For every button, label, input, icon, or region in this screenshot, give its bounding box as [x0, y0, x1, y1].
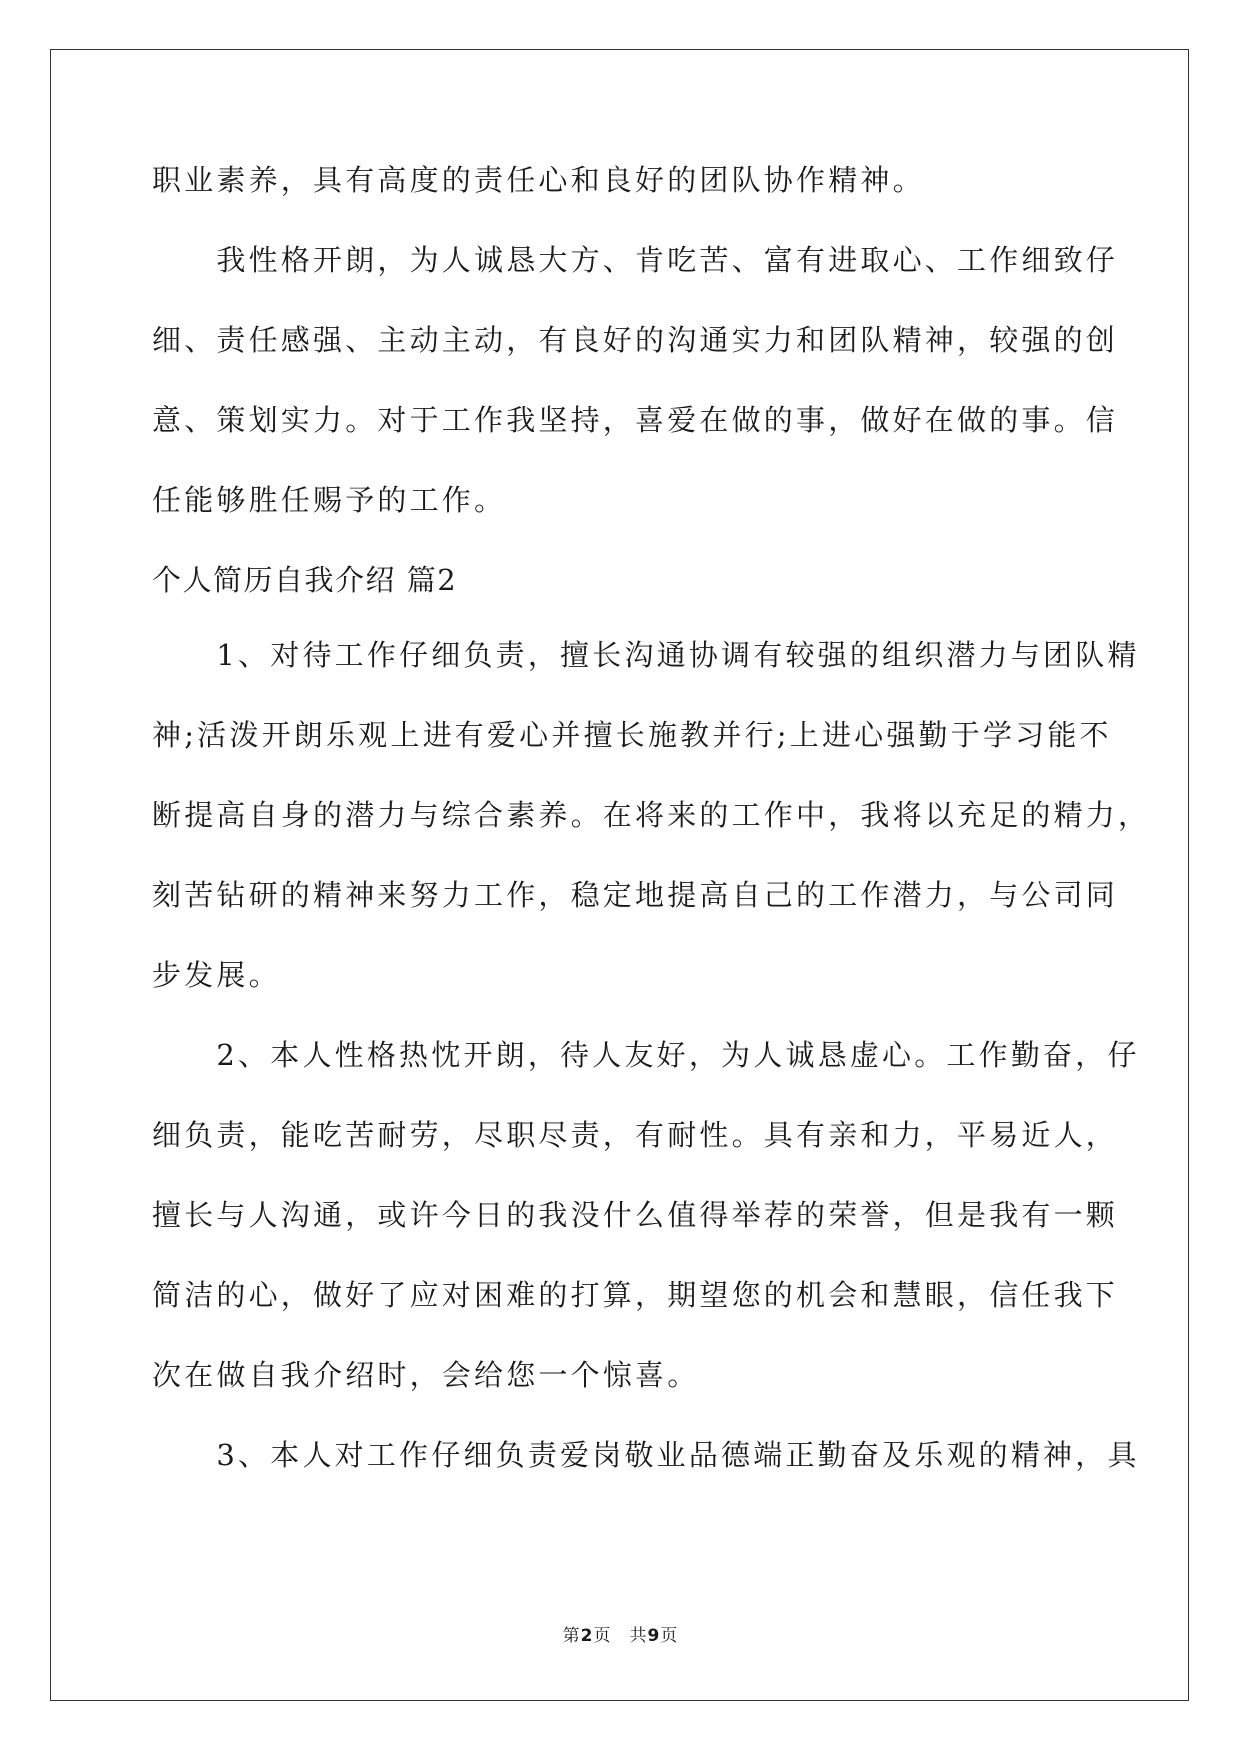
text-line: 细、责任感强、主动主动，有良好的沟通实力和团队精神，较强的创	[152, 323, 1119, 357]
text-line: 细负责，能吃苦耐劳，尽职尽责，有耐性。具有亲和力，平易近人，	[152, 1118, 1119, 1152]
page-label-suffix: 页	[593, 1626, 612, 1646]
text-line: 我性格开朗，为人诚恳大方、肯吃苦、富有进取心、工作细致仔	[152, 243, 1119, 277]
text-line: 简洁的心，做好了应对困难的打算，期望您的机会和慧眼，信任我下	[152, 1278, 1119, 1312]
total-label-prefix: 共	[629, 1626, 648, 1646]
text-line: 2、本人性格热忱开朗，待人友好，为人诚恳虚心。工作勤奋，仔	[152, 1038, 1140, 1072]
total-label-suffix: 页	[660, 1626, 679, 1646]
page-footer	[0, 1624, 1241, 1648]
text-line: 3、本人对工作仔细负责爱岗敬业品德端正勤奋及乐观的精神，具	[152, 1438, 1140, 1472]
page-label-prefix: 第	[562, 1626, 581, 1646]
text-line: 步发展。	[152, 958, 281, 992]
text-line: 意、策划实力。对于工作我坚持，喜爱在做的事，做好在做的事。信	[152, 403, 1119, 437]
text-line: 刻苦钻研的精神来努力工作，稳定地提高自己的工作潜力，与公司同	[152, 878, 1119, 912]
text-line: 擅长与人沟通，或许今日的我没什么值得举荐的荣誉，但是我有一颗	[152, 1198, 1119, 1232]
text-line: 次在做自我介绍时，会给您一个惊喜。	[152, 1358, 700, 1392]
text-line: 任能够胜任赐予的工作。	[152, 483, 507, 517]
text-line: 断提高自身的潜力与综合素养。在将来的工作中，我将以充足的精力，	[152, 798, 1151, 832]
section-heading: 个人简历自我介绍 篇2	[152, 563, 458, 597]
text-line: 1、对待工作仔细负责，擅长沟通协调有较强的组织潜力与团队精	[152, 638, 1140, 672]
page-number: 2	[580, 1626, 594, 1646]
text-line: 神;活泼开朗乐观上进有爱心并擅长施教并行;上进心强勤于学习能不	[152, 718, 1112, 752]
total-pages: 9	[647, 1626, 661, 1646]
text-line: 职业素养，具有高度的责任心和良好的团队协作精神。	[152, 163, 925, 197]
